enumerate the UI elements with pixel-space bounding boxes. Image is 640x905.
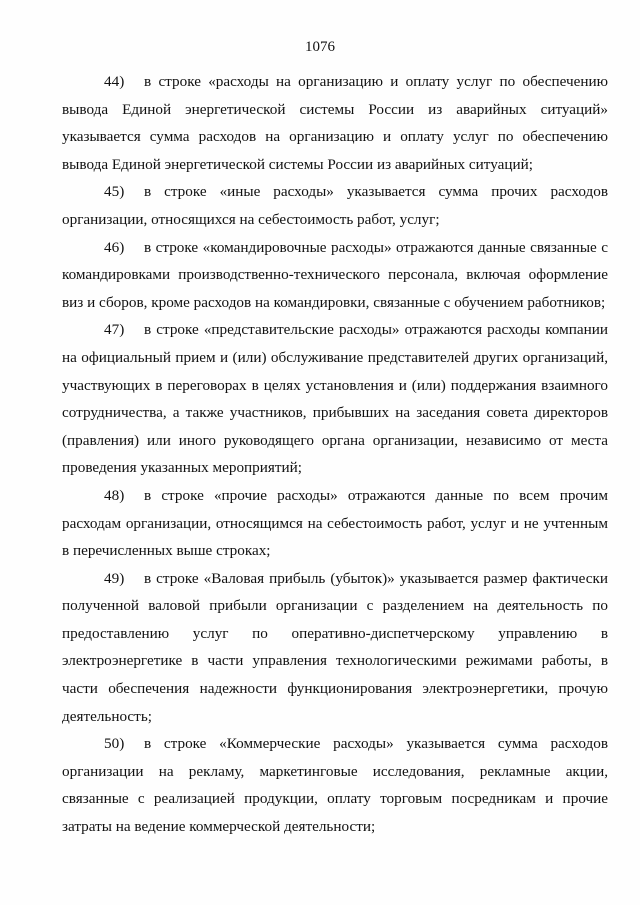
item-number: 49) xyxy=(104,569,125,587)
page-number: 1076 xyxy=(305,39,335,55)
list-item-45 xyxy=(62,178,608,233)
list-item-47 xyxy=(62,316,608,482)
list-item-48 xyxy=(62,482,608,565)
item-text: в строке «Валовая прибыль (убыток)» указывается размер фактически полученной валовой прибыли организации с разделением на деятельность по предоставлению услуг по оперативно-диспетчерскому управлению в электроэнергетике в части управления технологическими режимами работы, в части обеспечения надежности функционирования электроэнергетики, прочую деятельность; xyxy=(62,569,608,725)
item-number: 50) xyxy=(104,735,125,753)
document-body xyxy=(62,68,608,841)
item-text: в строке «расходы на организацию и оплату услуг по обеспечению вывода Единой энергетической системы России из аварийных ситуаций» указывается сумма расходов на организацию и оплату услуг по обеспечению вывода Единой энергетической системы России из аварийных ситуаций; xyxy=(62,73,608,173)
item-number: 44) xyxy=(104,73,125,90)
list-item-50 xyxy=(62,730,608,840)
item-number: 46) xyxy=(104,238,125,256)
list-item-44 xyxy=(62,68,608,178)
item-text: в строке «иные расходы» указывается сумма прочих расходов организации, относящихся на себестоимость работ, услуг; xyxy=(62,183,608,228)
item-number: 45) xyxy=(104,183,125,201)
item-text: в строке «представительские расходы» отражаются расходы компании на официальный прием и (или) обслуживание представителей других организаций, участвующих в переговорах в целях установления и (или) поддержания взаимного сотрудничества, а также участников, прибывших на заседания совета директоров (правления) или иного руководящего органа организации, независимо от места проведения указанных мероприятий; xyxy=(62,321,608,477)
list-item-49 xyxy=(62,565,608,731)
item-number: 48) xyxy=(104,486,125,504)
item-number: 47) xyxy=(104,321,125,339)
list-item-46 xyxy=(62,234,608,317)
item-text: в строке «прочие расходы» отражаются данные по всем прочим расходам организации, относящимся на себестоимость работ, услуг и не учтенным в перечисленных выше строках; xyxy=(62,486,608,560)
item-text: в строке «Коммерческие расходы» указывается сумма расходов организации на рекламу, маркетинговые исследования, рекламные акции, связанные с реализацией продукции, оплату торговым посредникам и прочие затраты на ведение коммерческой деятельности; xyxy=(62,735,608,836)
item-text: в строке «командировочные расходы» отражаются данные связанные с командировками производственно-технического персонала, включая оформление виз и сборов, кроме расходов на командировки, связанные с обучением работников; xyxy=(62,238,608,311)
